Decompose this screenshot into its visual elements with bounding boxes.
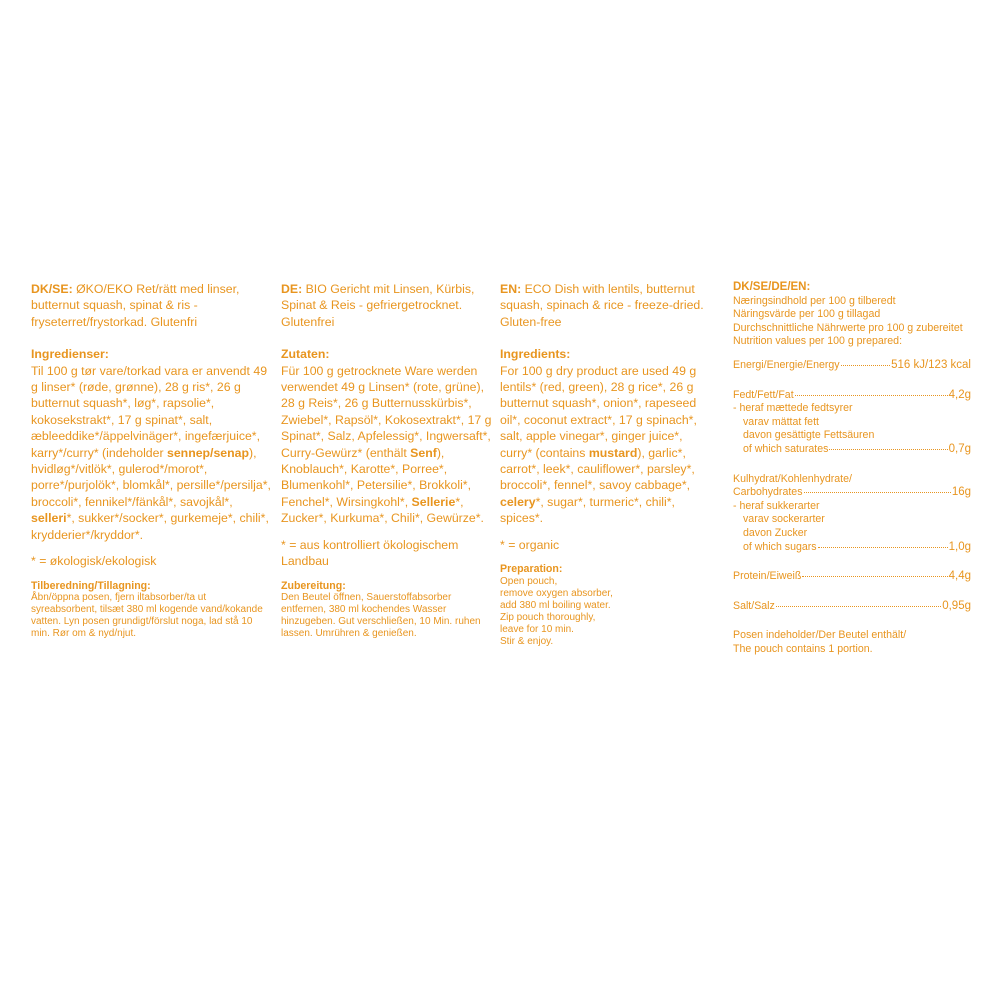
fat-sub-line: davon gesättigte Fettsäuren — [743, 429, 875, 442]
fat-sub-line: varav mättat fett — [743, 415, 819, 428]
energy-row: Energi/Energie/Energy 516 kJ/123 kcal — [733, 358, 971, 371]
ingredients-title-en: Ingredients: — [500, 347, 571, 362]
product-heading-dk: DK/SE: ØKO/EKO Ret/rätt med linser, butternut squash, spinat & ris - fryseterret/frystorkad. Glutenfri — [31, 282, 240, 329]
fat-row: Fedt/Fett/Fat 4,2g — [733, 388, 971, 401]
sugar-sub-line: - heraf sukkerarter — [733, 499, 820, 512]
saturates-row: of which saturates 0,7g — [743, 442, 971, 455]
sugar-sub-line: varav sockerarter — [743, 513, 825, 526]
column-dk-se — [31, 281, 273, 640]
portion-note: Posen indeholder/Der Beutel enthält/ — [733, 629, 907, 642]
carbohydrate-label: Kulhydrat/Kohlenhydrate/ — [733, 472, 852, 485]
protein-row: Protein/Eiweiß 4,4g — [733, 570, 971, 583]
sugar-sub-line: davon Zucker — [743, 526, 808, 539]
nutrition-intro-line: Nutrition values per 100 g prepared: — [733, 335, 903, 348]
preparation-title-de: Zubereitung: — [281, 579, 346, 592]
nutrition-title: DK/SE/DE/EN: — [733, 281, 811, 293]
salt-row: Salt/Salz 0,95g — [733, 599, 971, 612]
nutrition-intro-line: Næringsindhold per 100 g tilberedt — [733, 294, 896, 307]
ingredients-text-en: For 100 g dry product are used 49 g lentils* (red, green), 28 g rice*, 26 g butternut squash*, onion*, rapeseed oil*, coconut extract*, 17 g spinach*, salt, apple vinegar*, ginger juice*, curry* (contains mustard), garlic*, carrot*, leek*, cauliflower*, parsley*, broccoli*, fennel*, savoy cabbage*, celery*, sugar*, turmeric*, chili*, spices*. — [500, 363, 697, 526]
preparation-text-dk: Åbn/öppna posen, fjern iltabsorber/ta ut syreabsorbent, tilsæt 380 ml kogende vand/kokande vatten. Lyn posen grundigt/förslut noga, lad stå 10 min. Rør om & nyd/njut. — [31, 592, 263, 640]
nutrition-table — [733, 281, 983, 656]
product-heading-en: EN: ECO Dish with lentils, butternut squash, spinach & rice - freeze-dried. Gluten-free — [500, 282, 704, 329]
product-heading-de: DE: BIO Gericht mit Linsen, Kürbis, Spinat & Reis - gefriergetrocknet. Glutenfrei — [281, 282, 475, 329]
organic-note-dk: * = økologisk/ekologisk — [31, 554, 157, 569]
column-en — [500, 281, 718, 648]
nutrition-intro-line: Durchschnittliche Nährwerte pro 100 g zubereitet — [733, 321, 963, 334]
preparation-title-dk: Tilberedning/Tillagning: — [31, 579, 151, 592]
sugars-row: of which sugars 1,0g — [743, 540, 971, 553]
ingredients-text-dk: Til 100 g tør vare/torkad vara er anvendt 49 g linser* (røde, grønne), 28 g ris*, 26 g butternut squash*, løg*, rapsolie*, kokosekstrakt*, 17 g spinat*, salt, æbleeddike*/äppelvinäger*, ingefærjuice*, karry*/curry* (indeholder sennep/senap), hvidløg*/vitlök*, gulerod*/morot*, porre*/purjolök*, blomkål*, persille*/persilja*, broccoli*, fennikel*/fänkål*, savojkål*, selleri*, sukker*/socker*, gurkemeje*, chili*, krydderier*/kryddor*. — [31, 363, 271, 542]
preparation-title-en: Preparation: — [500, 563, 563, 576]
fat-sub-line: - heraf mættede fedtsyrer — [733, 402, 853, 415]
ingredients-text-de: Für 100 g getrocknete Ware werden verwendet 49 g Linsen* (rote, grüne), 28 g Reis*, 26 g Butternusskürbis*, Zwiebel*, Rapsöl*, Kokosextrakt*, 17 g Spinat*, Salz, Apfelessig*, Ingwersaft*, Curry-Gewürz* (enthält Senf), Knoblauch*, Karotte*, Porree*, Blumenkohl*, Petersilie*, Brokkoli*, Fenchel*, Wirsingkohl*, Sellerie*, Zucker*, Kurkuma*, Chili*, Gewürze*. — [281, 363, 492, 526]
organic-note-de: * = aus kontrolliert ökologischem Landbau — [281, 537, 459, 569]
organic-note-en: * = organic — [500, 537, 560, 552]
portion-note: The pouch contains 1 portion. — [733, 642, 873, 655]
preparation-text-de: Den Beutel öffnen, Sauerstoffabsorber entfernen, 380 ml kochendes Wasser hinzugeben. Gut verschließen, 10 Min. ruhen lassen. Umrühren & genießen. — [281, 592, 481, 640]
preparation-text-en: Open pouch, remove oxygen absorber, add 380 ml boiling water. Zip pouch thoroughly, leave for 10 min. Stir & enjoy. — [500, 575, 613, 647]
nutrition-intro-line: Näringsvärde per 100 g tillagad — [733, 308, 881, 321]
ingredients-title-de: Zutaten: — [281, 347, 330, 362]
carbohydrate-row: Carbohydrates 16g — [733, 486, 971, 499]
ingredients-title-dk: Ingredienser: — [31, 347, 109, 362]
column-de — [281, 281, 493, 640]
